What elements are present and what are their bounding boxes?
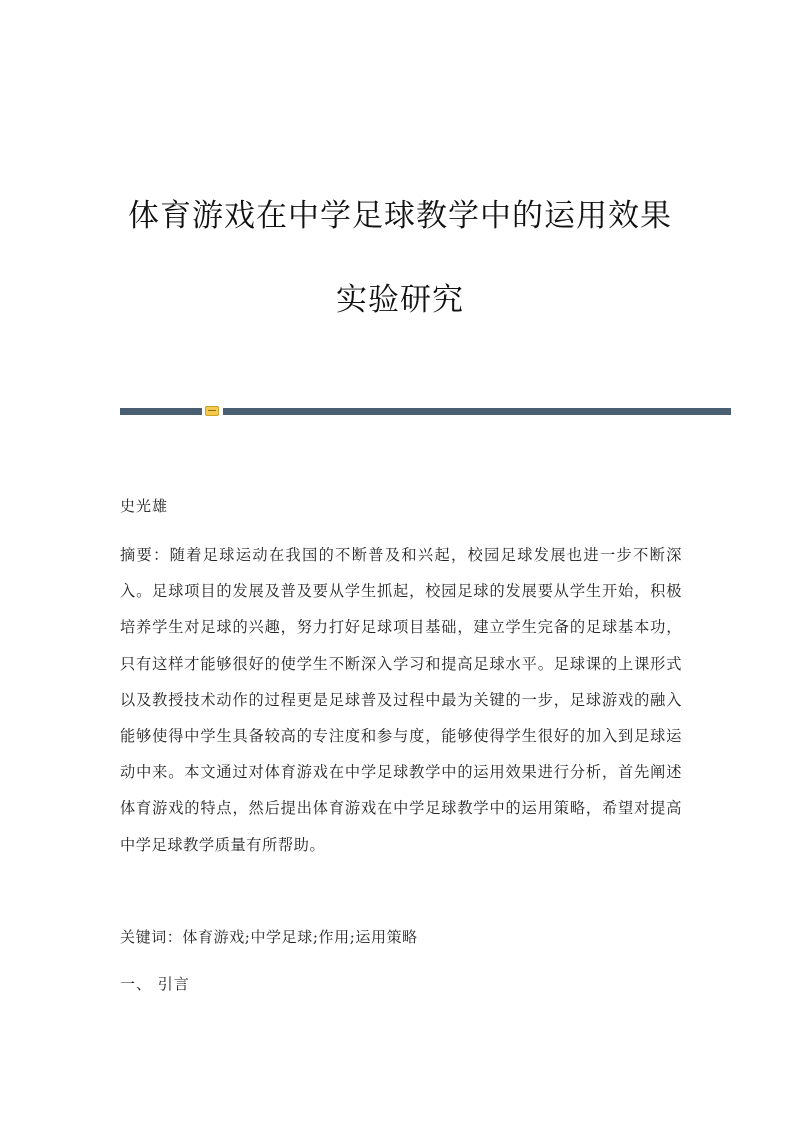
section-heading-introduction: 一、 引言 [120,975,190,993]
note-icon [205,406,219,416]
author-name: 史光雄 [120,497,169,515]
document-title-line-2: 实验研究 [336,282,464,318]
title-divider-right [223,408,731,415]
abstract-paragraph: 摘要：随着足球运动在我国的不断普及和兴起，校园足球发展也进一步不断深入。足球项目的发展及普及要从学生抓起，校园足球的发展要从学生开始，积极培养学生对足球的兴趣，努力打好足球项目基础，建立学生完备的足球基本功，只有这样才能够很好的使学生不断深入学习和提高足球水平。足球课的上课形式以及教授技术动作的过程更是足球普及过程中最为关键的一步，足球游戏的融入能够使得中学生具备较高的专注度和参与度，能够使得学生很好的加入到足球运动中来。本文通过对体育游戏在中学足球教学中的运用效果进行分析，首先阐述体育游戏的特点，然后提出体育游戏在中学足球教学中的运用策略，希望对提高中学足球教学质量有所帮助。 [120,546,682,854]
document-title-line-1: 体育游戏在中学足球教学中的运用效果 [128,198,672,234]
title-divider-left [120,408,202,415]
keywords-line: 关键词：体育游戏;中学足球;作用;运用策略 [120,928,418,946]
